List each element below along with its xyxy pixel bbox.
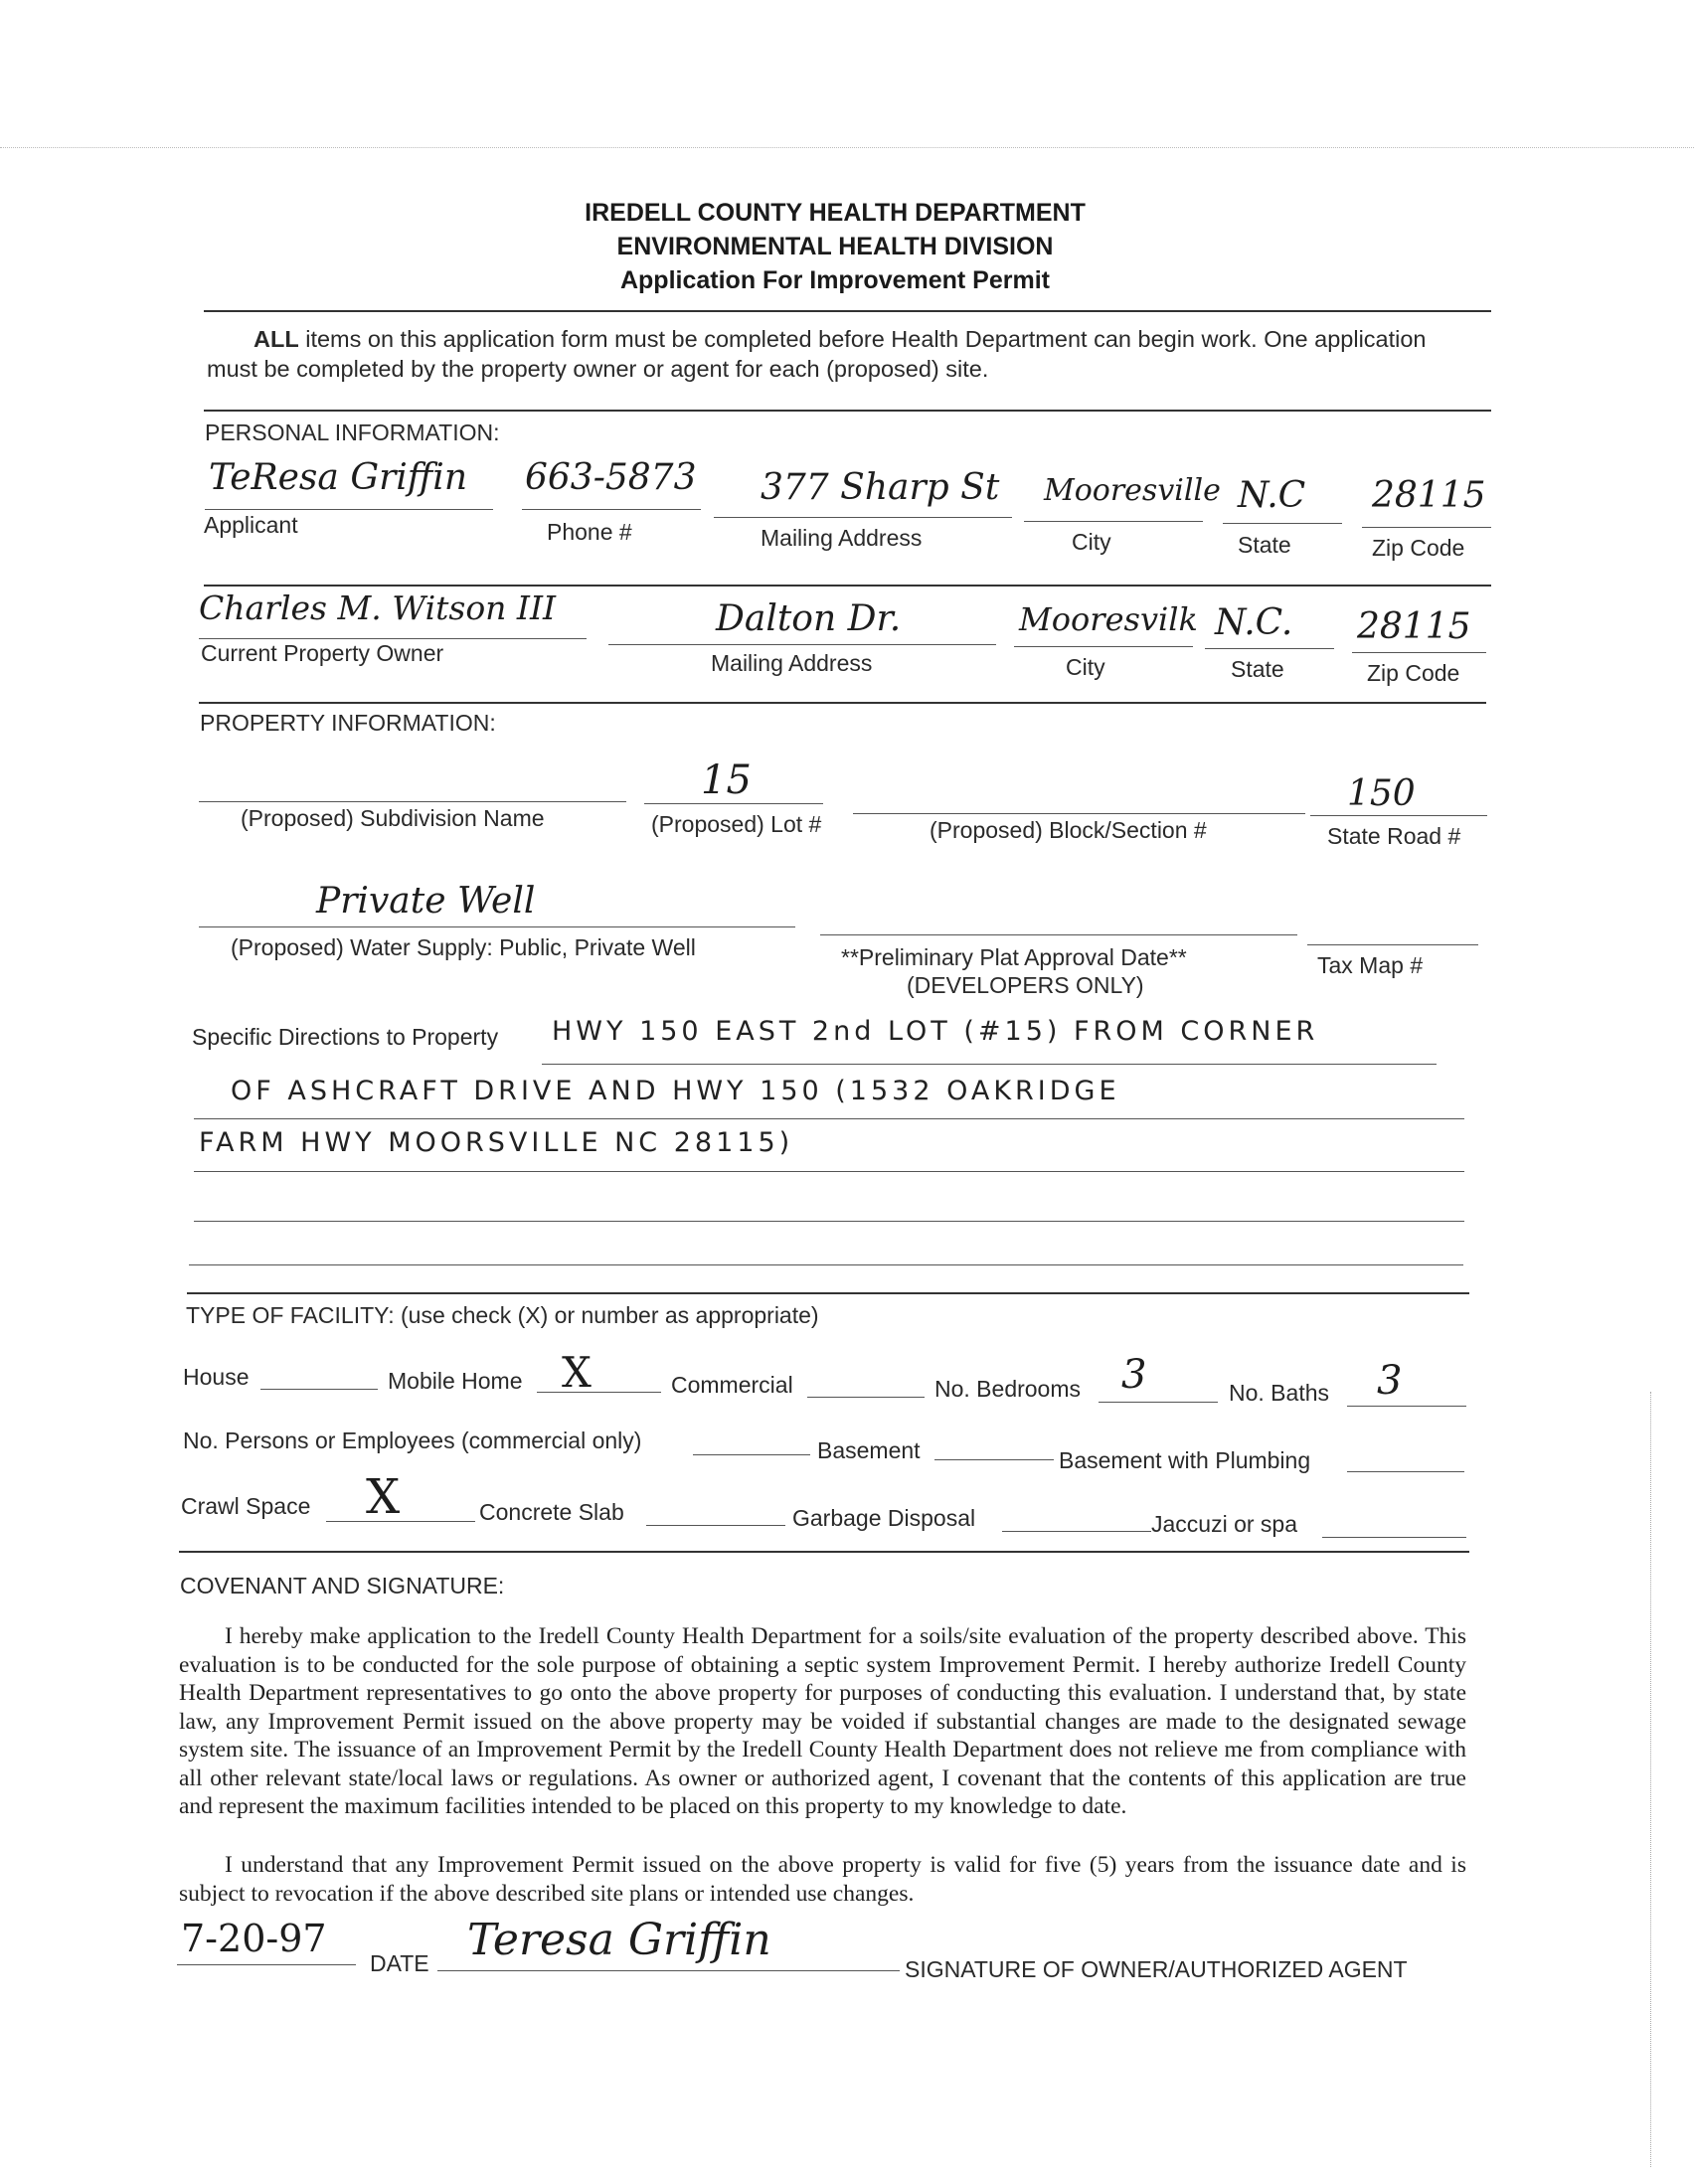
owner-line — [199, 638, 587, 639]
basement-line — [934, 1459, 1054, 1460]
directions-line-3 — [194, 1171, 1464, 1172]
baths-line — [1347, 1406, 1466, 1407]
lot-value: 15 — [701, 757, 752, 803]
rule — [199, 702, 1486, 704]
header-line-1: IREDELL COUNTY HEALTH DEPARTMENT — [585, 199, 1086, 227]
directions-line-2 — [194, 1118, 1464, 1119]
rule — [187, 1292, 1469, 1294]
owner-mailing-line — [608, 644, 996, 645]
road-value: 150 — [1347, 773, 1416, 814]
owner-zip-label: Zip Code — [1367, 660, 1460, 686]
mobile-label: Mobile Home — [388, 1368, 523, 1394]
jacuzzi-label: Jaccuzi or spa — [1151, 1511, 1298, 1537]
intro-line-1 — [254, 326, 1427, 353]
road-label: State Road # — [1327, 823, 1461, 849]
slab-label: Concrete Slab — [479, 1499, 624, 1525]
owner-city-value: Mooresvilk — [1019, 600, 1198, 638]
directions-label: Specific Directions to Property — [192, 1024, 499, 1050]
bedrooms-label: No. Bedrooms — [934, 1376, 1082, 1402]
zip-value: 28115 — [1372, 475, 1486, 516]
mailing-value: 377 Sharp St — [761, 467, 1000, 508]
basement-plumb-label: Basement with Plumbing — [1059, 1447, 1311, 1473]
house-line — [260, 1389, 378, 1390]
intro-line-2: must be completed by the property owner or agent for each (proposed) site. — [207, 356, 989, 382]
covenant-paragraph-1: I hereby make application to the Iredell County Health Department for a soils/site evaluation of the property described above. This evaluation is to be conducted for the sole purpose of obtaining a septic system Improvement Permit. I hereby authorize Iredell County Health Department representatives to go onto the above property for purposes of conducting this evaluation. I understand that, by state law, any Improvement Permit issued on the above property may be voided if substantial changes are made to the designated sewage system site. The issuance of an Improvement Permit by the Iredell County Health Department does not relieve me from compliance with all other relevant state/local laws or regulations. As owner or authorized agent, I covenant that the contents of this application are true and represent the maximum facilities intended to be placed on this property to my knowledge to date. — [179, 1623, 1466, 1819]
plat-line — [820, 934, 1297, 935]
directions-line-1 — [542, 1064, 1437, 1065]
subdivision-label: (Proposed) Subdivision Name — [241, 805, 545, 831]
crawl-value: X — [366, 1469, 401, 1525]
state-value: N.C — [1238, 475, 1306, 516]
directions-line-4 — [194, 1221, 1464, 1222]
persons-label: No. Persons or Employees (commercial only) — [183, 1428, 642, 1453]
owner-state-value: N.C. — [1215, 602, 1293, 643]
garbage-line — [1002, 1531, 1151, 1532]
crawl-line — [326, 1521, 475, 1522]
plat-label: **Preliminary Plat Approval Date** — [841, 944, 1187, 970]
taxmap-line — [1307, 944, 1478, 945]
block-line — [853, 813, 1305, 814]
property-heading: PROPERTY INFORMATION: — [200, 710, 496, 736]
covenant-heading: COVENANT AND SIGNATURE: — [180, 1573, 505, 1598]
signature-label: SIGNATURE OF OWNER/AUTHORIZED AGENT — [905, 1956, 1408, 1982]
bedrooms-line — [1099, 1402, 1218, 1403]
persons-line — [693, 1454, 810, 1455]
applicant-label: Applicant — [204, 512, 298, 538]
owner-state-line — [1205, 648, 1334, 649]
date-line — [177, 1964, 356, 1965]
phone-value: 663-5873 — [525, 457, 697, 498]
taxmap-label: Tax Map # — [1317, 952, 1424, 978]
commercial-line — [807, 1397, 925, 1398]
header-line-2: ENVIRONMENTAL HEALTH DIVISION — [616, 233, 1054, 260]
water-value: Private Well — [316, 881, 536, 922]
basement-plumb-line — [1347, 1471, 1464, 1472]
owner-state-label: State — [1231, 656, 1284, 682]
owner-zip-line — [1352, 652, 1486, 653]
rule — [179, 1551, 1469, 1553]
lot-line — [644, 803, 823, 804]
mailing-label: Mailing Address — [761, 525, 923, 551]
covenant-paragraph-2: I understand that any Improvement Permit issued on the above property is valid for five (5) years from the issuance date and is subject to revocation if the above described site plans or intended use changes. — [179, 1852, 1466, 1907]
owner-mailing-label: Mailing Address — [711, 650, 873, 676]
personal-heading: PERSONAL INFORMATION: — [205, 420, 500, 445]
date-value: 7-20-97 — [181, 1917, 327, 1960]
directions-value-1: HWY 150 EAST 2nd LOT (#15) FROM CORNER — [552, 1016, 1319, 1047]
subdivision-line — [199, 801, 626, 802]
road-line — [1310, 815, 1487, 816]
baths-value: 3 — [1377, 1358, 1403, 1404]
city-line — [1024, 521, 1203, 522]
rule — [204, 410, 1491, 412]
directions-line-5 — [189, 1264, 1463, 1265]
garbage-label: Garbage Disposal — [792, 1505, 976, 1531]
applicant-line — [205, 509, 493, 510]
lot-label: (Proposed) Lot # — [651, 811, 822, 837]
scan-edge-line — [0, 147, 1694, 148]
water-label: (Proposed) Water Supply: Public, Private Well — [231, 934, 696, 960]
house-label: House — [183, 1364, 250, 1390]
scan-edge-line — [1650, 1392, 1651, 2167]
commercial-label: Commercial — [671, 1372, 793, 1398]
rule — [204, 585, 1491, 587]
zip-label: Zip Code — [1372, 535, 1465, 561]
baths-label: No. Baths — [1229, 1380, 1329, 1406]
facility-heading: TYPE OF FACILITY: (use check (X) or number as appropriate) — [186, 1302, 819, 1328]
owner-zip-value: 28115 — [1357, 606, 1471, 647]
zip-line — [1362, 527, 1491, 528]
owner-mailing-value: Dalton Dr. — [716, 598, 902, 639]
applicant-value: TeResa Griffin — [209, 457, 467, 498]
owner-city-label: City — [1066, 654, 1105, 680]
crawl-label: Crawl Space — [181, 1493, 311, 1519]
owner-city-line — [1014, 646, 1193, 647]
phone-label: Phone # — [547, 519, 632, 545]
signature-line — [437, 1970, 900, 1971]
mobile-value: X — [562, 1348, 592, 1397]
state-label: State — [1238, 532, 1291, 558]
water-line — [199, 926, 795, 927]
phone-line — [522, 509, 701, 510]
mailing-line — [714, 517, 1012, 518]
date-label: DATE — [370, 1950, 429, 1976]
city-label: City — [1072, 529, 1111, 555]
intro-bold: ALL — [254, 326, 299, 352]
jacuzzi-line — [1322, 1537, 1466, 1538]
bedrooms-value: 3 — [1121, 1352, 1147, 1398]
mobile-line — [537, 1392, 661, 1393]
directions-value-2: OF ASHCRAFT DRIVE AND HWY 150 (1532 OAKRIDGE — [231, 1076, 1120, 1106]
intro-line-1-text: items on this application form must be completed before Health Department can begin work. One application — [298, 326, 1427, 352]
city-value: Mooresville — [1044, 473, 1221, 508]
slab-line — [646, 1525, 785, 1526]
state-line — [1223, 523, 1342, 524]
directions-value-3: FARM HWY MOORSVILLE NC 28115) — [199, 1127, 794, 1158]
plat-label-2: (DEVELOPERS ONLY) — [907, 972, 1144, 998]
basement-label: Basement — [817, 1437, 921, 1463]
form-title: Application For Improvement Permit — [619, 266, 1050, 294]
rule — [204, 310, 1491, 312]
signature-value: Teresa Griffin — [467, 1915, 771, 1965]
block-label: (Proposed) Block/Section # — [930, 817, 1207, 843]
owner-label: Current Property Owner — [201, 640, 444, 666]
owner-value: Charles M. Witson III — [199, 588, 557, 627]
